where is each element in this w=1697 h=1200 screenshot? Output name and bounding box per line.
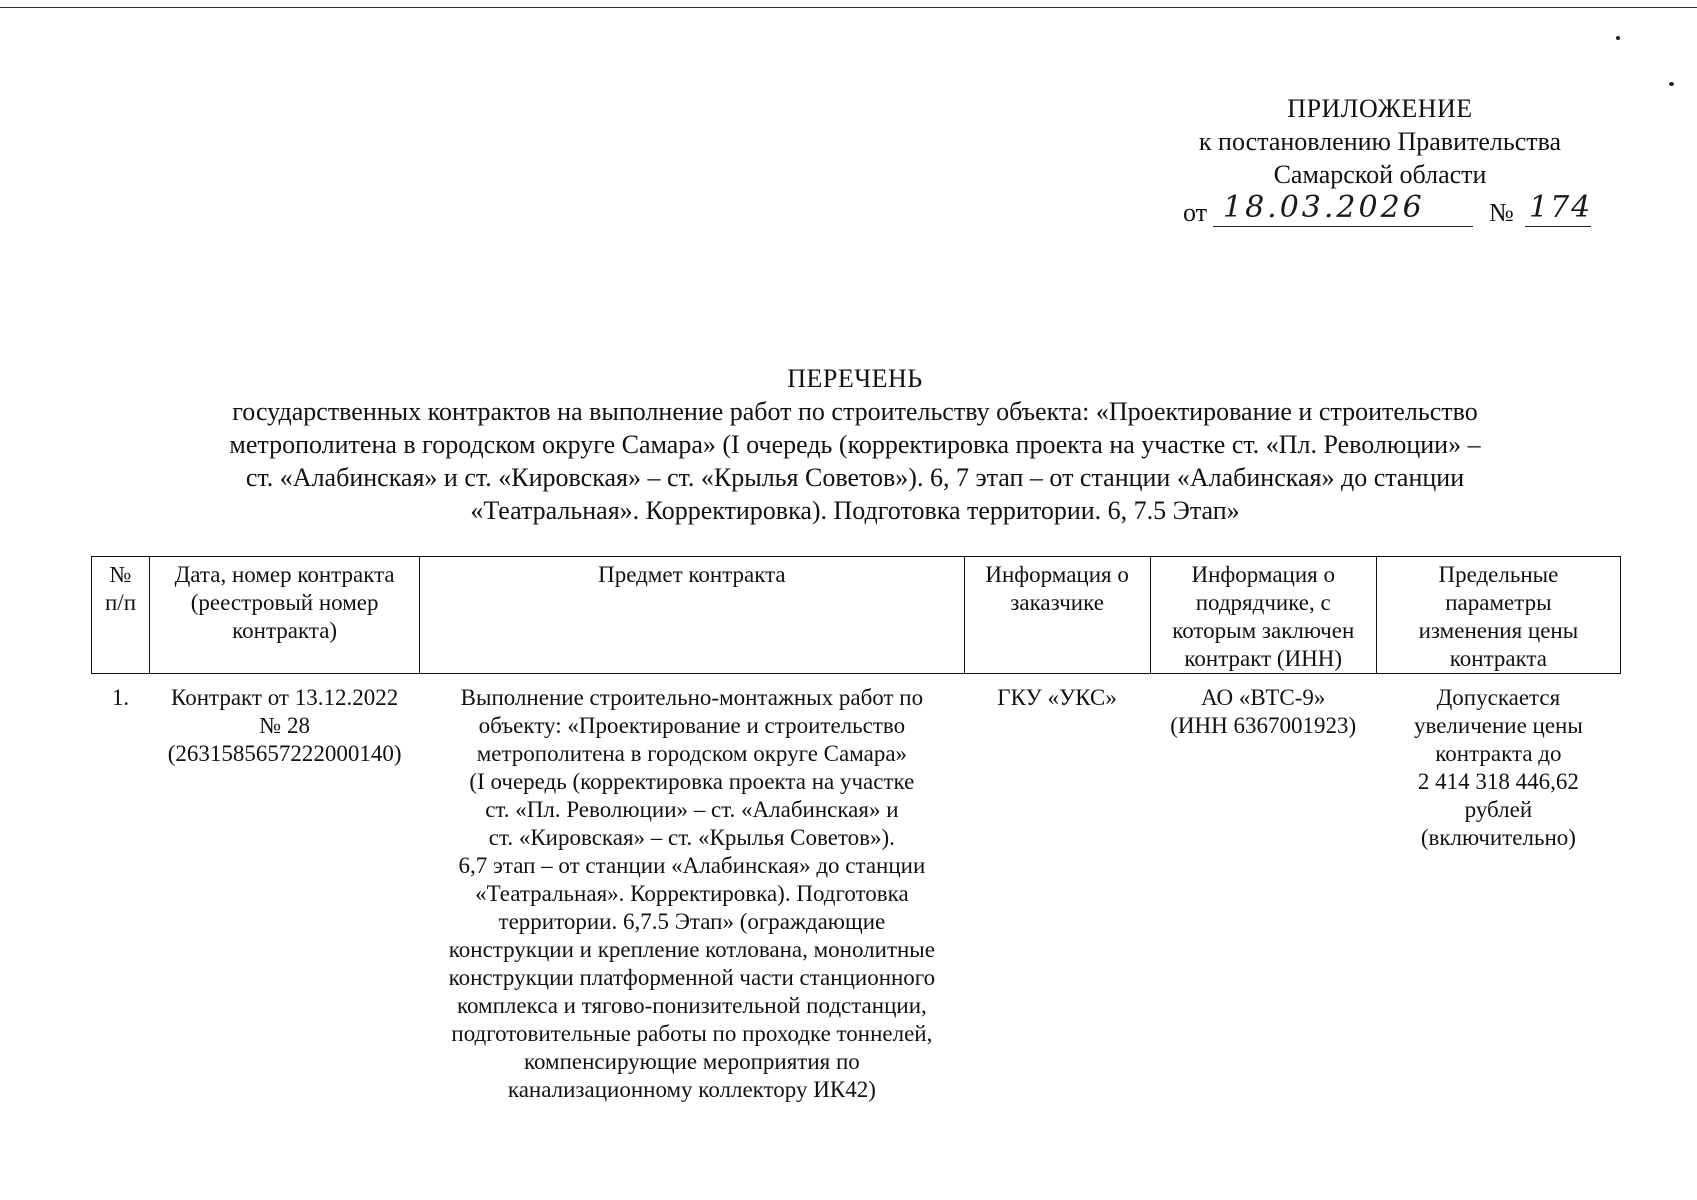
header-num (92, 557, 150, 674)
header-date (150, 557, 420, 674)
appendix-title: ПРИЛОЖЕНИЕ (1287, 94, 1473, 123)
cell-text: (I очередь (корректировка проекта на участке (469, 769, 915, 794)
cell-num (92, 674, 150, 1105)
heading-line: ст. «Алабинская» и ст. «Кировская» – ст. «Крылья Советов»). 6, 7 этап – от станции «Алабинская» до станции (245, 463, 1465, 492)
cell-price (1376, 674, 1620, 1105)
cell-text: комплекса и тягово-понизительной подстанции, (456, 993, 927, 1018)
heading-title: ПЕРЕЧЕНЬ (787, 364, 923, 393)
appendix-line: Самарской области (1273, 160, 1487, 189)
cell-text: канализационному коллектору ИК42) (507, 1077, 876, 1102)
cell-text: контракта до (1435, 741, 1562, 766)
scan-speck (1616, 36, 1620, 40)
cell-text: ст. «Кировская» – ст. «Крылья Советов»). (488, 825, 895, 850)
header-text: Информация о (985, 562, 1129, 587)
cell-date (150, 674, 420, 1105)
header-text: Информация о (1191, 562, 1335, 587)
heading-line: «Театральная». Корректировка). Подготовка территории. 6, 7.5 Этап» (470, 496, 1240, 525)
cell-text: Контракт от 13.12.2022 (171, 685, 399, 710)
header-text: контракта) (232, 618, 338, 643)
header-text: № (109, 562, 132, 587)
cell-text: компенсирующие мероприятия по (523, 1049, 860, 1074)
header-text: параметры (1445, 590, 1552, 615)
header-text: подрядчике, с (1195, 590, 1331, 615)
appendix-block (1160, 92, 1600, 191)
list-heading (120, 362, 1590, 527)
cell-text: ст. «Пл. Революции» – ст. «Алабинская» и (485, 797, 899, 822)
handwritten-date: 18.03.2026 (1223, 190, 1425, 225)
cell-text: конструкции платформенной части станционного (448, 965, 936, 990)
scan-speck (1669, 82, 1674, 86)
cell-text: ГКУ «УКС» (997, 685, 1117, 710)
cell-text: территории. 6,7.5 Этап» (ограждающие (498, 909, 886, 934)
table-header-row (92, 557, 1621, 674)
number-label: № (1489, 198, 1514, 227)
cell-text: (ИНН 6367001923) (1170, 713, 1357, 738)
header-text: заказчике (1010, 590, 1104, 615)
header-text: контракт (ИНН) (1184, 646, 1343, 671)
number-field (1525, 192, 1591, 227)
header-text: контракта (1449, 646, 1548, 671)
header-contractor (1150, 557, 1376, 674)
cell-text: АО «ВТС-9» (1201, 685, 1326, 710)
cell-text: конструкции и крепление котлована, монолитные (448, 937, 935, 962)
header-text: Дата, номер контракта (174, 562, 395, 587)
from-label: от (1183, 198, 1208, 227)
header-price (1376, 557, 1620, 674)
cell-text: подготовительные работы по проходке тоннелей, (451, 1021, 933, 1046)
handwritten-number: 174 (1529, 190, 1593, 225)
cell-text: Выполнение строительно-монтажных работ по (460, 685, 924, 710)
table-row (92, 674, 1621, 1105)
header-text: изменения цены (1418, 618, 1579, 643)
cell-text: объекту: «Проектирование и строительство (478, 713, 906, 738)
cell-text: № 28 (259, 713, 310, 738)
header-subject (420, 557, 964, 674)
cell-text: 6,7 этап – от станции «Алабинская» до станции (458, 853, 926, 878)
header-text: которым заключен (1172, 618, 1355, 643)
cell-contractor (1150, 674, 1376, 1105)
cell-text: 1. (111, 685, 130, 710)
heading-line: государственных контрактов на выполнение работ по строительству объекта: «Проектирование и строительство (232, 397, 1478, 426)
cell-text: метрополитена в городском округе Самара» (476, 741, 908, 766)
header-text: Предмет контракта (598, 562, 786, 587)
cell-customer (964, 674, 1150, 1105)
contracts-table (91, 556, 1621, 1104)
header-text: п/п (105, 590, 137, 615)
header-text: Предельные (1438, 562, 1559, 587)
resolution-date-number (1183, 192, 1603, 232)
cell-text: «Театральная». Корректировка). Подготовка (475, 881, 909, 906)
header-customer (964, 557, 1150, 674)
scan-edge-line (0, 7, 1697, 8)
heading-line: метрополитена в городском округе Самара» (I очередь (корректировка проекта на участке ст. «Пл. Революции» – (229, 430, 1481, 459)
subject-text (426, 684, 958, 1104)
date-field (1213, 192, 1473, 227)
cell-text: Допускается (1436, 685, 1561, 710)
cell-subject (420, 674, 964, 1105)
cell-text: 2 414 318 446,62 (1417, 769, 1579, 794)
cell-text: увеличение цены (1413, 713, 1583, 738)
cell-text: (2631585657222000140) (167, 741, 402, 766)
appendix-line: к постановлению Правительства (1198, 127, 1562, 156)
header-text: (реестровый номер (190, 590, 379, 615)
cell-text: (включительно) (1420, 825, 1576, 850)
cell-text: рублей (1464, 797, 1533, 822)
